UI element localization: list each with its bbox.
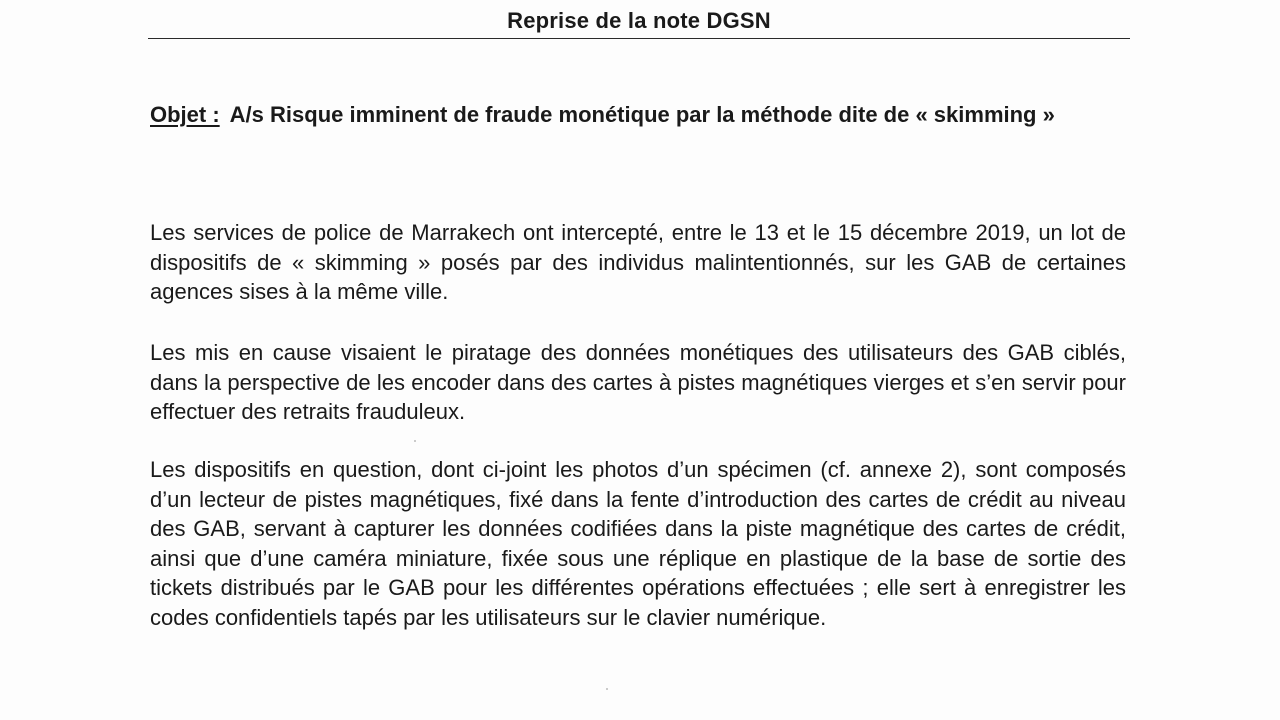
subject-text: A/s Risque imminent de fraude monétique par la méthode dite de « skimming » [229, 102, 1055, 127]
document-title: Reprise de la note DGSN [507, 8, 771, 33]
subject-label: Objet : [150, 102, 220, 127]
paragraph-interception: Les services de police de Marrakech ont intercepté, entre le 13 et le 15 décembre 2019, un lot de dispositifs de « skimming » posés par des individus malintentionnés, sur les GAB de certaines agences sises à la même ville. [150, 220, 1126, 304]
subject-line [150, 100, 1126, 130]
paragraph-objective: Les mis en cause visaient le piratage des données monétiques des utilisateurs des GAB ciblés, dans la perspective de les encoder dans des cartes à pistes magnétiques vierges et s’en servir pour effectuer des retraits frauduleux. [150, 340, 1126, 424]
paragraph-devices: Les dispositifs en question, dont ci-joint les photos d’un spécimen (cf. annexe 2), sont composés d’un lecteur de pistes magnétiques, fixé dans la fente d’introduction des cartes de crédit au niveau des GAB, servant à capturer les données codifiées dans la piste magnétique des cartes de crédit, ainsi que d’une caméra miniature, fixée sous une réplique en plastique de la base de sortie des tickets distribués par le GAB pour les différentes opérations effectuées ; elle sert à enregistrer les codes confidentiels tapés par les utilisateurs sur le clavier numérique. [150, 457, 1126, 630]
scan-speck [606, 688, 608, 690]
document-header [148, 6, 1130, 39]
scan-speck [414, 440, 416, 442]
